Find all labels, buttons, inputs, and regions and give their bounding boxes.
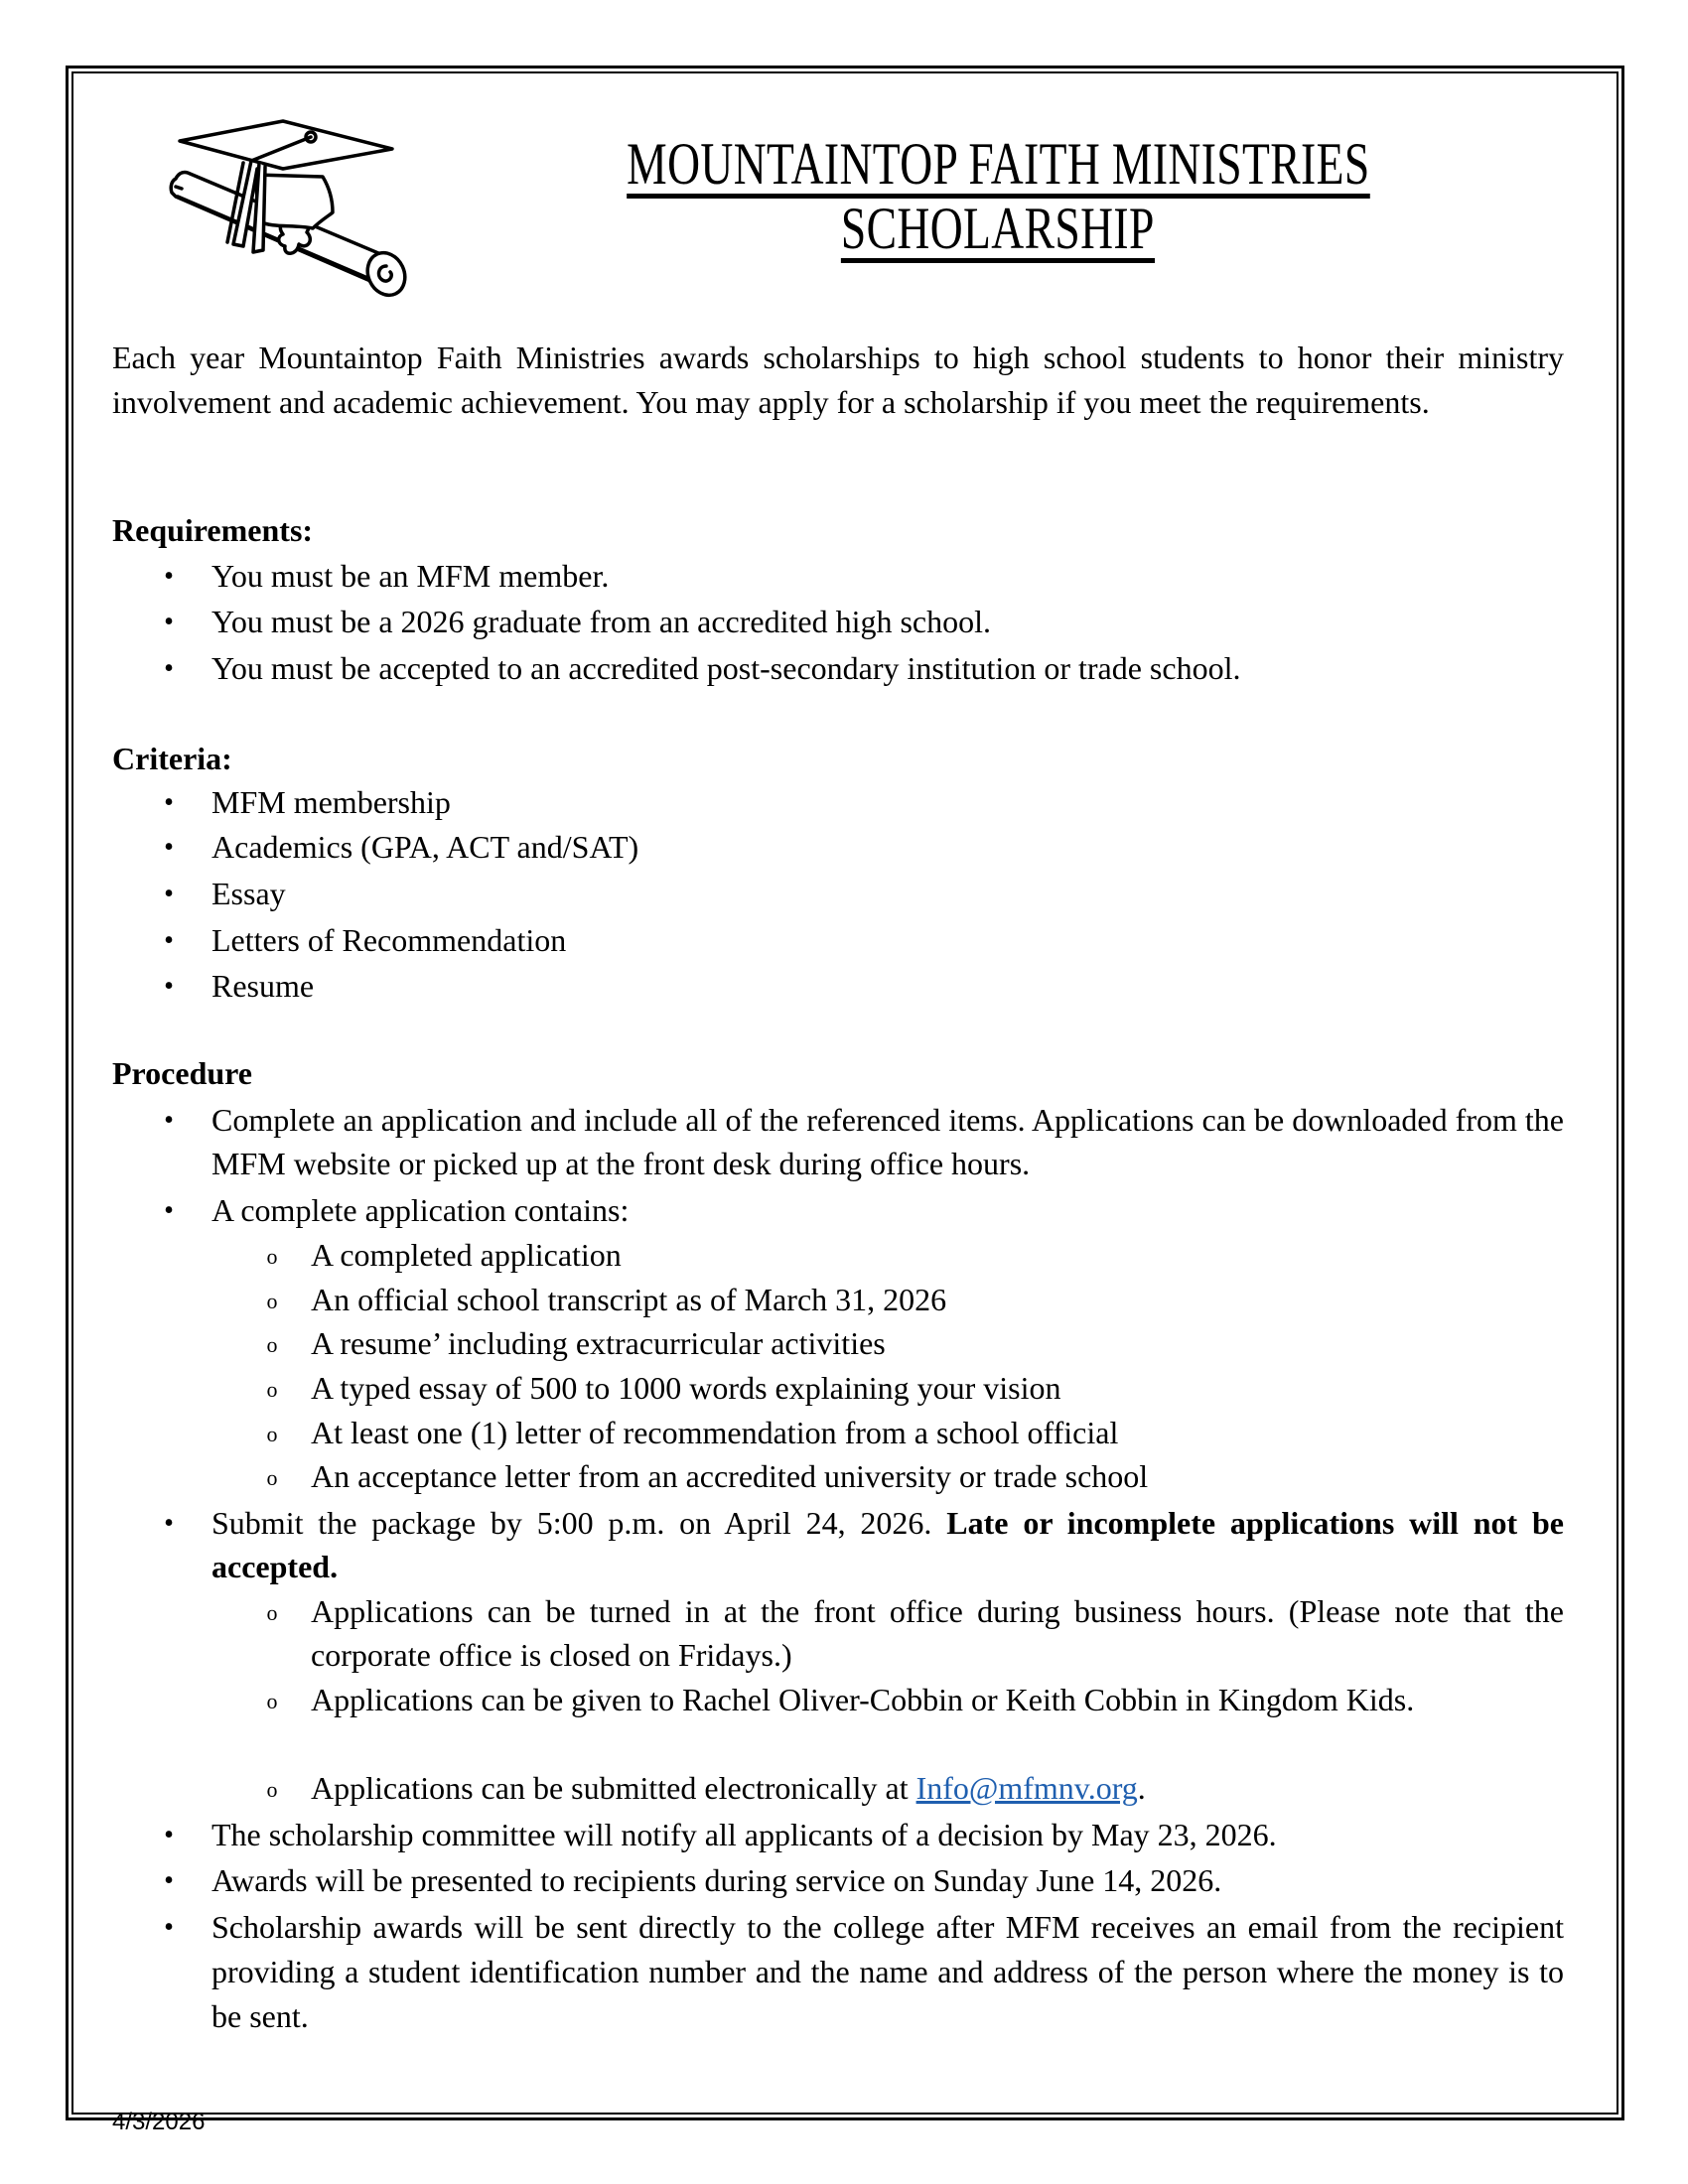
list-item-text: You must be an MFM member.	[211, 558, 610, 594]
deadline-warning: Late or incomplete applications will not be accepted.	[211, 1505, 1565, 1584]
bullet-icon: •	[164, 787, 174, 818]
list-item-text: You must be accepted to an accredited post-secondary institution or trade school.	[211, 650, 1241, 686]
email-link[interactable]: Info@mfmnv.org	[915, 1770, 1138, 1806]
electronic-submission-text: Applications can be submitted electronically at	[311, 1770, 909, 1806]
list-item-text: The scholarship committee will notify all applicants of a decision by May 23, 2026.	[211, 1817, 1277, 1852]
sub-list-item: A resume’ including extracurricular activities	[311, 1325, 886, 1361]
criteria-heading: Criteria:	[112, 741, 232, 776]
list-item-text: Complete an application and include all of the referenced items. Applications can be downloaded from the MFM website or picked up at the front desk during office hours.	[211, 1102, 1564, 1181]
list-item-text: MFM membership	[211, 784, 451, 820]
sub-list-item: Applications can be given to Rachel Oliver-Cobbin or Keith Cobbin in Kingdom Kids.	[311, 1682, 1415, 1717]
bullet-icon: •	[164, 1912, 174, 1943]
list-item-text: Essay	[211, 876, 286, 911]
sub-list-item: A completed application	[311, 1237, 622, 1273]
bullet-icon: •	[164, 925, 174, 956]
sub-bullet-icon: o	[266, 1377, 278, 1402]
title-text-1: MOUNTAINTOP FAITH MINISTRIES	[626, 131, 1370, 197]
intro-paragraph: Each year Mountaintop Faith Ministries awards scholarships to high school students to honor their ministry involvement and academic achievement. You may apply for a scholarship if you meet the requirements.	[112, 340, 1564, 420]
bullet-icon: •	[164, 561, 174, 592]
page-title-line-1	[397, 131, 1599, 199]
sub-bullet-icon: o	[266, 1332, 278, 1357]
list-item-deadline	[211, 1501, 1564, 1588]
sub-bullet-icon: o	[266, 1244, 278, 1269]
footer-date: 4/3/2026	[112, 2109, 206, 2135]
bullet-icon: •	[164, 1105, 174, 1136]
deadline-text: Submit the package by 5:00 p.m. on April 24, 2026.	[211, 1505, 932, 1541]
bullet-icon: •	[164, 1865, 174, 1896]
sub-list-item	[311, 1766, 1146, 1811]
sub-bullet-icon: o	[266, 1465, 278, 1490]
sub-list-item: An acceptance letter from an accredited university or trade school	[311, 1458, 1149, 1494]
list-item-text: You must be a 2026 graduate from an accredited high school.	[211, 604, 991, 639]
requirements-heading: Requirements:	[112, 512, 314, 548]
page-title-line-2	[397, 196, 1599, 263]
bullet-icon: •	[164, 832, 174, 863]
list-item-text: Scholarship awards will be sent directly to the college after MFM receives an email from the recipient providing a student identification number and the name and address of the person where the money is to be sent.	[211, 1909, 1564, 2034]
bullet-icon: •	[164, 1195, 174, 1226]
procedure-heading: Procedure	[112, 1055, 252, 1091]
period-text: .	[1137, 1770, 1146, 1806]
bullet-icon: •	[164, 1820, 174, 1850]
bullet-icon: •	[164, 1508, 174, 1539]
bullet-icon: •	[164, 971, 174, 1002]
bullet-icon: •	[164, 607, 174, 637]
sub-list-item: A typed essay of 500 to 1000 words explaining your vision	[311, 1370, 1061, 1406]
sub-bullet-icon: o	[266, 1777, 278, 1802]
sub-bullet-icon: o	[266, 1689, 278, 1713]
list-item-text: Awards will be presented to recipients during service on Sunday June 14, 2026.	[211, 1862, 1222, 1898]
sub-list-item: At least one (1) letter of recommendation from a school official	[311, 1415, 1119, 1450]
graduation-cap-diploma-icon	[164, 117, 412, 306]
sub-bullet-icon: o	[266, 1600, 278, 1625]
sub-list-item: An official school transcript as of March 31, 2026	[311, 1282, 947, 1317]
bullet-icon: •	[164, 653, 174, 684]
title-text-2: SCHOLARSHIP	[841, 196, 1155, 261]
bullet-icon: •	[164, 879, 174, 909]
sub-list-item: Applications can be turned in at the front office during business hours. (Please note that the corporate office is closed on Fridays.)	[311, 1593, 1564, 1673]
list-item-text: A complete application contains:	[211, 1192, 630, 1228]
sub-bullet-icon: o	[266, 1289, 278, 1313]
list-item-text: Letters of Recommendation	[211, 922, 567, 958]
sub-bullet-icon: o	[266, 1422, 278, 1446]
list-item-text: Academics (GPA, ACT and/SAT)	[211, 829, 639, 865]
list-item-text: Resume	[211, 968, 315, 1004]
